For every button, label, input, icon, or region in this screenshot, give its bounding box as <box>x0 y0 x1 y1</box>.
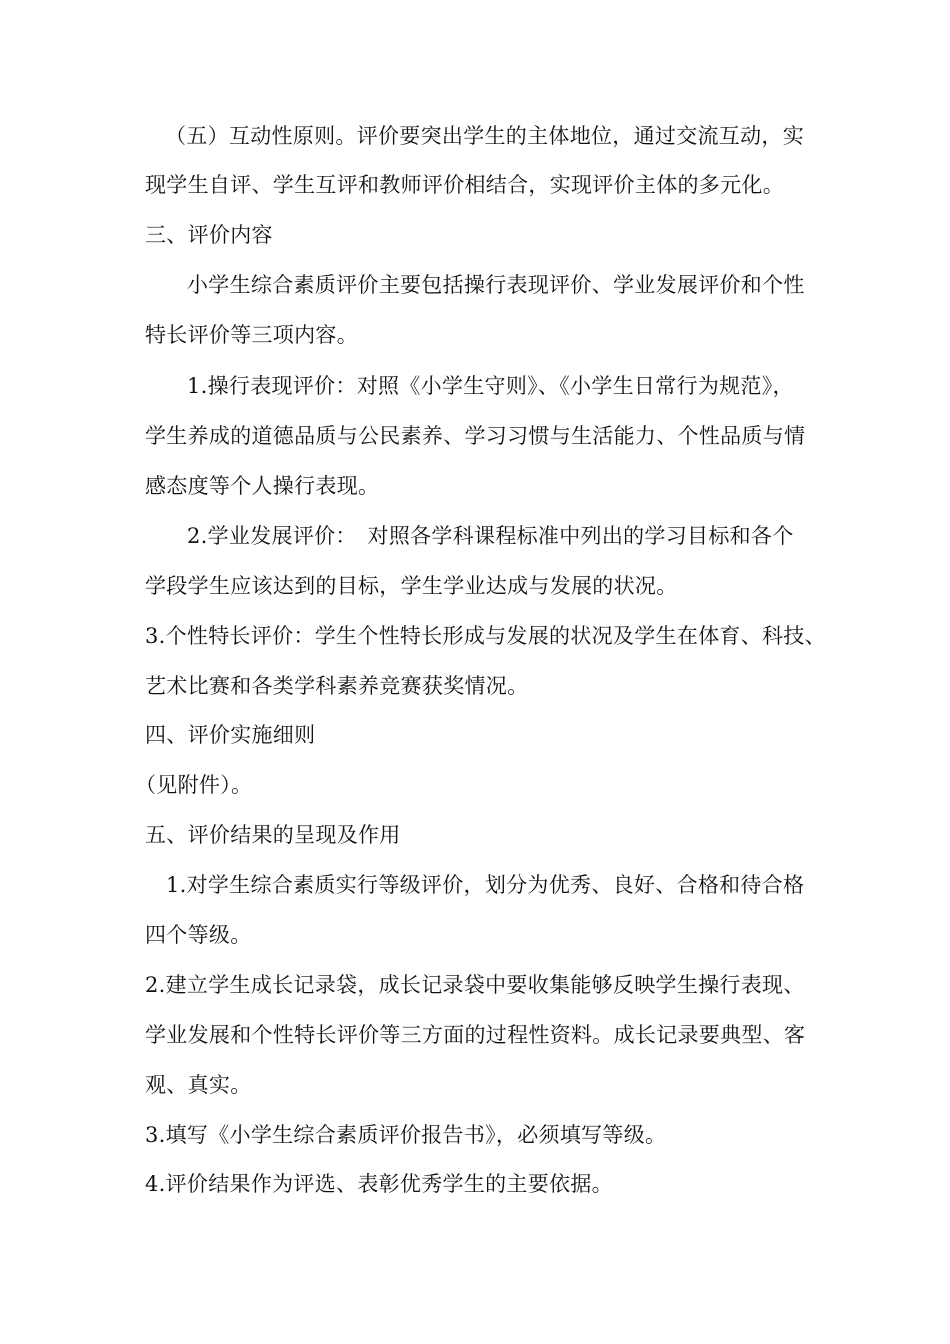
section-heading-evaluation-content: 三、评价内容 <box>145 223 273 247</box>
principle-five-line-1: （五）互动性原则。评价要突出学生的主体地位，通过交流互动，实 <box>165 124 804 148</box>
conduct-evaluation-line-2: 学生养成的道德品质与公民素养、学习习惯与生活能力、个性品质与情 <box>145 424 806 448</box>
see-attachment-note: （见附件）。 <box>135 773 253 797</box>
section-heading-results: 五、评价结果的呈现及作用 <box>145 823 401 847</box>
results-item-1-line-2: 四个等级。 <box>145 923 252 947</box>
talent-evaluation-line-2: 艺术比赛和各类学科素养竞赛获奖情况。 <box>145 674 529 698</box>
results-item-4: 4.评价结果作为评选、表彰优秀学生的主要依据。 <box>145 1172 613 1196</box>
results-item-3: 3.填写《小学生综合素质评价报告书》，必须填写等级。 <box>145 1123 667 1147</box>
results-item-2-line-3: 观、真实。 <box>145 1073 252 1097</box>
academic-evaluation-line-2: 学段学生应该达到的目标，学生学业达成与发展的状况。 <box>145 574 678 598</box>
section-heading-implementation: 四、评价实施细则 <box>145 723 316 747</box>
talent-evaluation-line-1: 3.个性特长评价：学生个性特长形成与发展的状况及学生在体育、科技、 <box>145 624 826 648</box>
conduct-evaluation-line-1: 1.操行表现评价：对照《小学生守则》、《小学生日常行为规范》， <box>187 374 794 398</box>
results-item-1-line-1: 1.对学生综合素质实行等级评价，划分为优秀、良好、合格和待合格 <box>166 873 805 897</box>
results-item-2-line-2: 学业发展和个性特长评价等三方面的过程性资料。成长记录要典型、客 <box>145 1023 806 1047</box>
principle-five-line-2: 现学生自评、学生互评和教师评价相结合，实现评价主体的多元化。 <box>145 173 784 197</box>
content-intro-line-1: 小学生综合素质评价主要包括操行表现评价、学业发展评价和个性 <box>187 273 805 297</box>
results-item-2-line-1: 2.建立学生成长记录袋，成长记录袋中要收集能够反映学生操行表现、 <box>145 973 805 997</box>
content-intro-line-2: 特长评价等三项内容。 <box>145 323 358 347</box>
academic-evaluation-line-1: 2.学业发展评价： 对照各学科课程标准中列出的学习目标和各个 <box>187 524 794 548</box>
conduct-evaluation-line-3: 感态度等个人操行表现。 <box>145 474 380 498</box>
